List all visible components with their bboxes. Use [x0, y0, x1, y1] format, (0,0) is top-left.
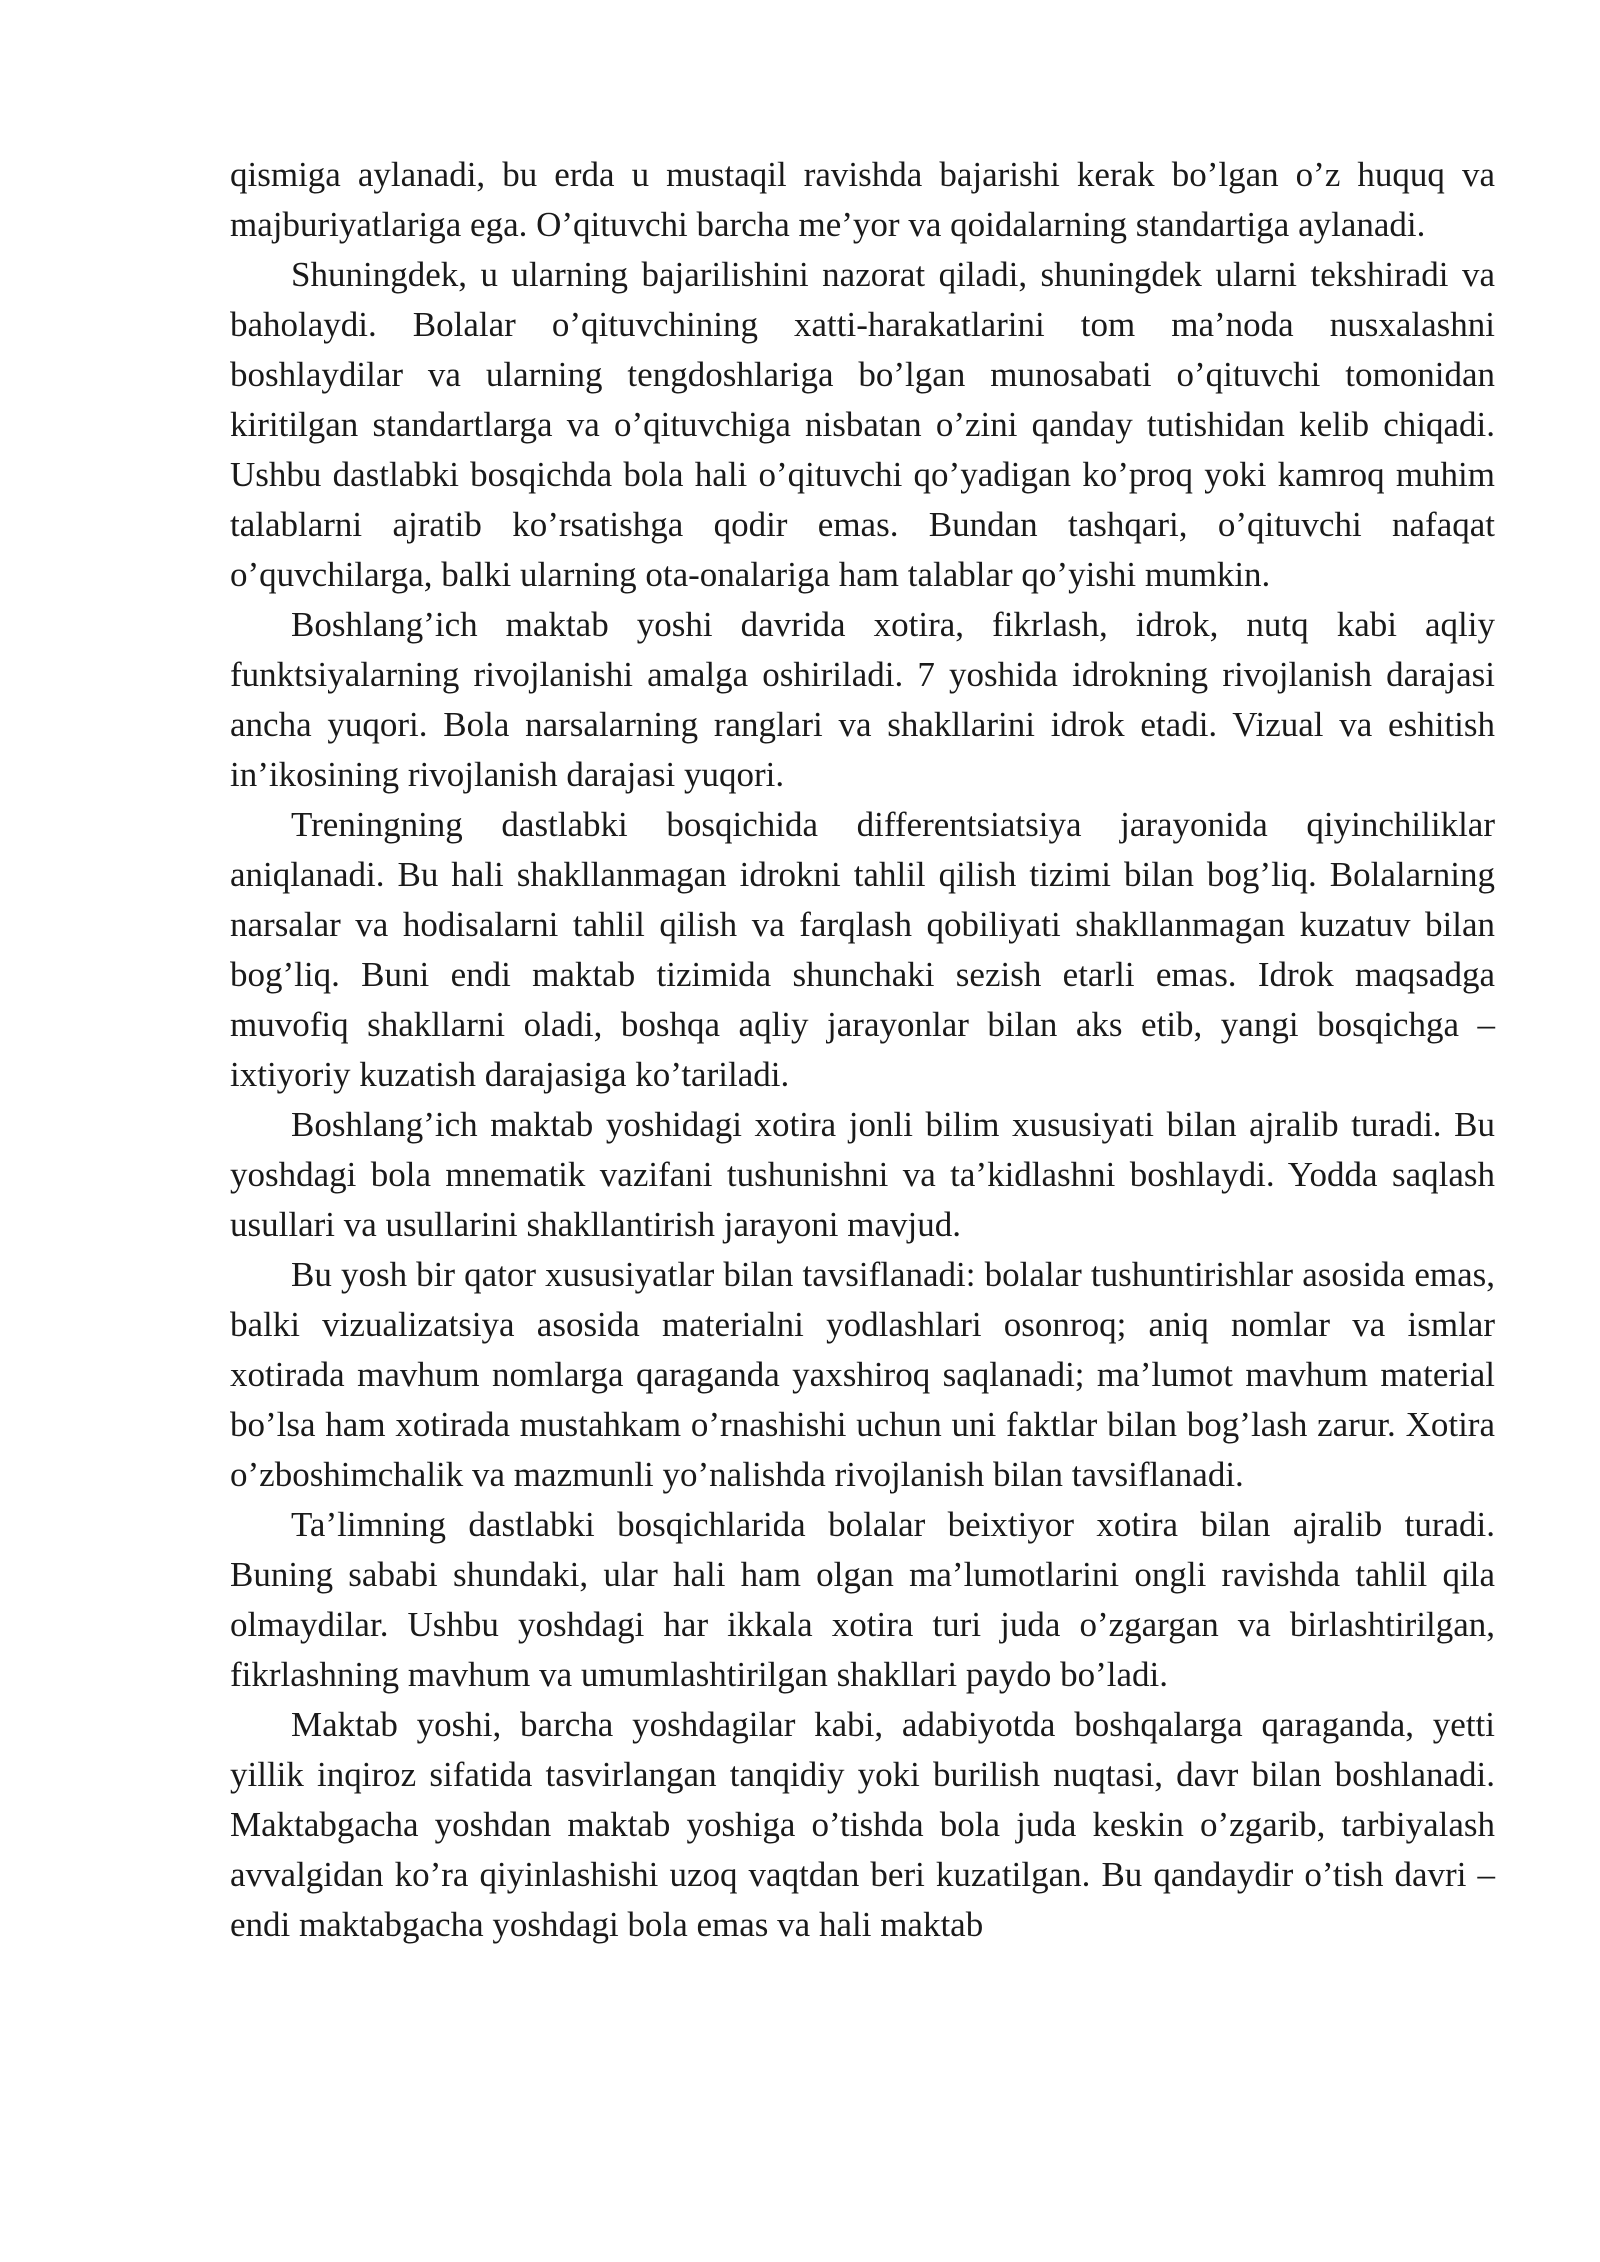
document-page — [230, 150, 1495, 1950]
paragraph-continuation: qismiga aylanadi, bu erda u mustaqil ravishda bajarishi kerak bo’lgan o’z huquq va majburiyatlariga ega. O’qituvchi barcha me’yor va qoidalarning standartiga aylanadi. — [230, 155, 1495, 244]
paragraph-mental-functions: Boshlang’ich maktab yoshi davrida xotira, fikrlash, idrok, nutq kabi aqliy funktsiyalarning rivojlanishi amalga oshiriladi. 7 yoshida idrokning rivojlanish darajasi ancha yuqori. Bola narsalarning ranglari va shakllarini idrok etadi. Vizual va eshitish in’ikosining rivojlanish darajasi yuqori. — [230, 605, 1495, 794]
paragraph-perception: Treningning dastlabki bosqichida differentsiatsiya jarayonida qiyinchiliklar aniqlanadi. Bu hali shakllanmagan idrokni tahlil qilish tizimi bilan bog’liq. Bolalarning narsalar va hodisalarni tahlil qilish va farqlash qobiliyati shakllanmagan kuzatuv bilan bog’liq. Buni endi maktab tizimida shunchaki sezish etarli emas. Idrok maqsadga muvofiq shakllarni oladi, boshqa aqliy jarayonlar bilan aks etib, yangi bosqichga – ixtiyoriy kuzatish darajasiga ko’tariladi. — [230, 805, 1495, 1094]
paragraph-memory: Boshlang’ich maktab yoshidagi xotira jonli bilim xususiyati bilan ajralib turadi. Bu yoshdagi bola mnematik vazifani tushunishni va ta’kidlashni boshlaydi. Yodda saqlash usullari va usullarini shakllantirish jarayoni mavjud. — [230, 1105, 1495, 1244]
paragraph-involuntary-memory: Ta’limning dastlabki bosqichlarida bolalar beixtiyor xotira bilan ajralib turadi. Buning sababi shundaki, ular hali ham olgan ma’lumotlarini ongli ravishda tahlil qila olmaydilar. Ushbu yoshdagi har ikkala xotira turi juda o’zgargan va birlashtirilgan, fikrlashning mavhum va umumlashtirilgan shakllari paydo bo’ladi. — [230, 1505, 1495, 1694]
paragraph-school-age-crisis: Maktab yoshi, barcha yoshdagilar kabi, adabiyotda boshqalarga qaraganda, yetti yillik inqiroz sifatida tasvirlangan tanqidiy yoki burilish nuqtasi, davr bilan boshlanadi. Maktabgacha yoshdan maktab yoshiga o’tishda bola juda keskin o’zgarib, tarbiyalash avvalgidan ko’ra qiyinlashishi uzoq vaqtdan beri kuzatilgan. Bu qandaydir o’tish davri – endi maktabgacha yoshdagi bola emas va hali maktab — [230, 1705, 1495, 1944]
paragraph-age-features: Bu yosh bir qator xususiyatlar bilan tavsiflanadi: bolalar tushuntirishlar asosida emas, balki vizualizatsiya asosida materialni yodlashlari osonroq; aniq nomlar va ismlar xotirada mavhum nomlarga qaraganda yaxshiroq saqlanadi; ma’lumot mavhum material bo’lsa ham xotirada mustahkam o’rnashishi uchun uni faktlar bilan bog’lash zarur. Xotira o’zboshimchalik va mazmunli yo’nalishda rivojlanish bilan tavsiflanadi. — [230, 1255, 1495, 1494]
paragraph-teacher-control: Shuningdek, u ularning bajarilishini nazorat qiladi, shuningdek ularni tekshiradi va baholaydi. Bolalar o’qituvchining xatti-harakatlarini tom ma’noda nusxalashni boshlaydilar va ularning tengdoshlariga bo’lgan munosabati o’qituvchi tomonidan kiritilgan standartlarga va o’qituvchiga nisbatan o’zini qanday tutishidan kelib chiqadi. Ushbu dastlabki bosqichda bola hali o’qituvchi qo’yadigan ko’proq yoki kamroq muhim talablarni ajratib ko’rsatishga qodir emas. Bundan tashqari, o’qituvchi nafaqat o’quvchilarga, balki ularning ota-onalariga ham talablar qo’yishi mumkin. — [230, 255, 1495, 594]
